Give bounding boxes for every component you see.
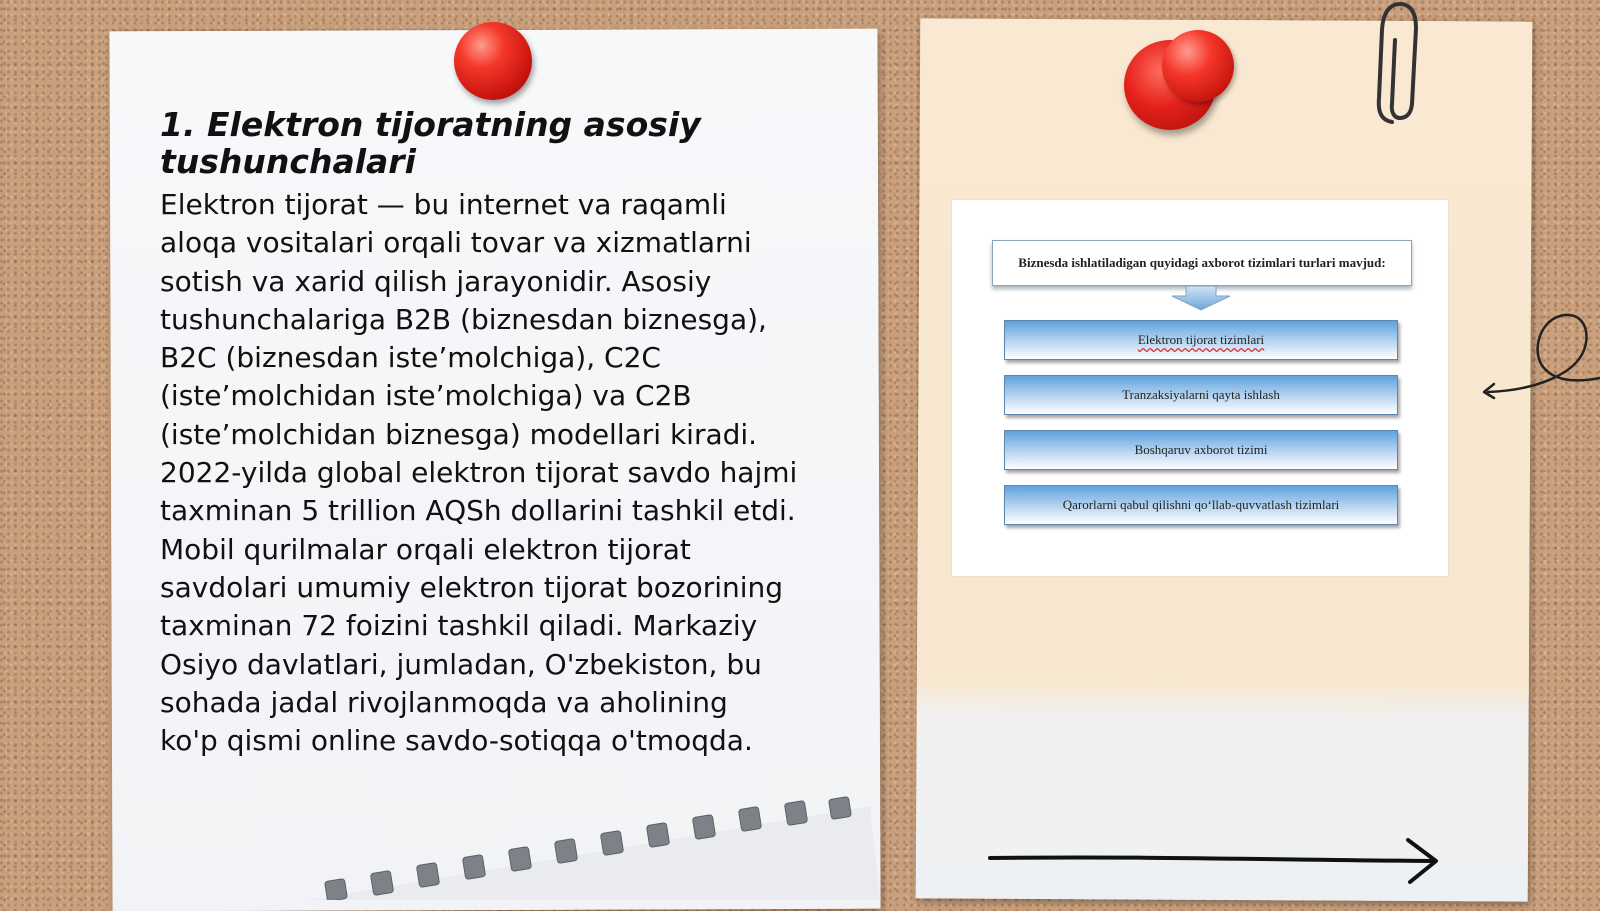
diagram-header: Biznesda ishlatiladigan quyidagi axborot tizimlari turlari mavjud: <box>992 240 1412 286</box>
paper-clip-icon <box>1370 0 1430 130</box>
down-arrow-icon <box>1168 286 1234 312</box>
diagram-item-label: Qarorlarni qabul qilishni qo‘llab-quvvatlash tizimlari <box>1062 497 1340 512</box>
curly-arrow-doodle-icon <box>1480 310 1600 410</box>
slide-title: 1. Elektron tijoratning asosiy tushunchalari <box>160 105 701 181</box>
diagram-item <box>1004 320 1398 360</box>
information-systems-diagram <box>952 200 1448 576</box>
arrow-right-icon <box>988 836 1448 886</box>
spiral-binding-decoration <box>310 796 880 900</box>
diagram-item-label: Elektron tijorat tizimlari <box>1137 332 1265 347</box>
diagram-item-label: Boshqaruv axborot tizimi <box>1134 442 1268 457</box>
diagram-item-label: Tranzaksiyalarni qayta ishlash <box>1122 387 1280 402</box>
diagram-item <box>1004 430 1398 470</box>
slide-body-text: Elektron tijorat — bu internet va raqamli aloqa vositalari orqali tovar va xizmatlarni sotish va xarid qilish jarayonidir. Asosiy tushunchalariga B2B (biznesdan biznesga), B2C (biznesdan iste’molchiga), C2C (iste’molchidan iste’molchiga) va C2B (iste’molchidan biznesga) modellari kiradi. 2022-yilda global elektron tijorat savdo hajmi taxminan 5 trillion AQSh dollarini tashkil etdi. Mobil qurilmalar orqali elektron tijorat savdolari umumiy elektron tijorat bozorining taxminan 72 foizini tashkil qiladi. Markaziy Osiyo davlatlari, jumladan, O'zbekiston, bu sohada jadal rivojlanmoqda va aholining ko'p qismi online savdo-sotiqqa o'tmoqda. <box>160 188 798 758</box>
diagram-item <box>1004 485 1398 525</box>
diagram-item <box>1004 375 1398 415</box>
push-pin-icon <box>454 22 532 100</box>
push-pin-highlight-icon <box>1162 30 1234 102</box>
